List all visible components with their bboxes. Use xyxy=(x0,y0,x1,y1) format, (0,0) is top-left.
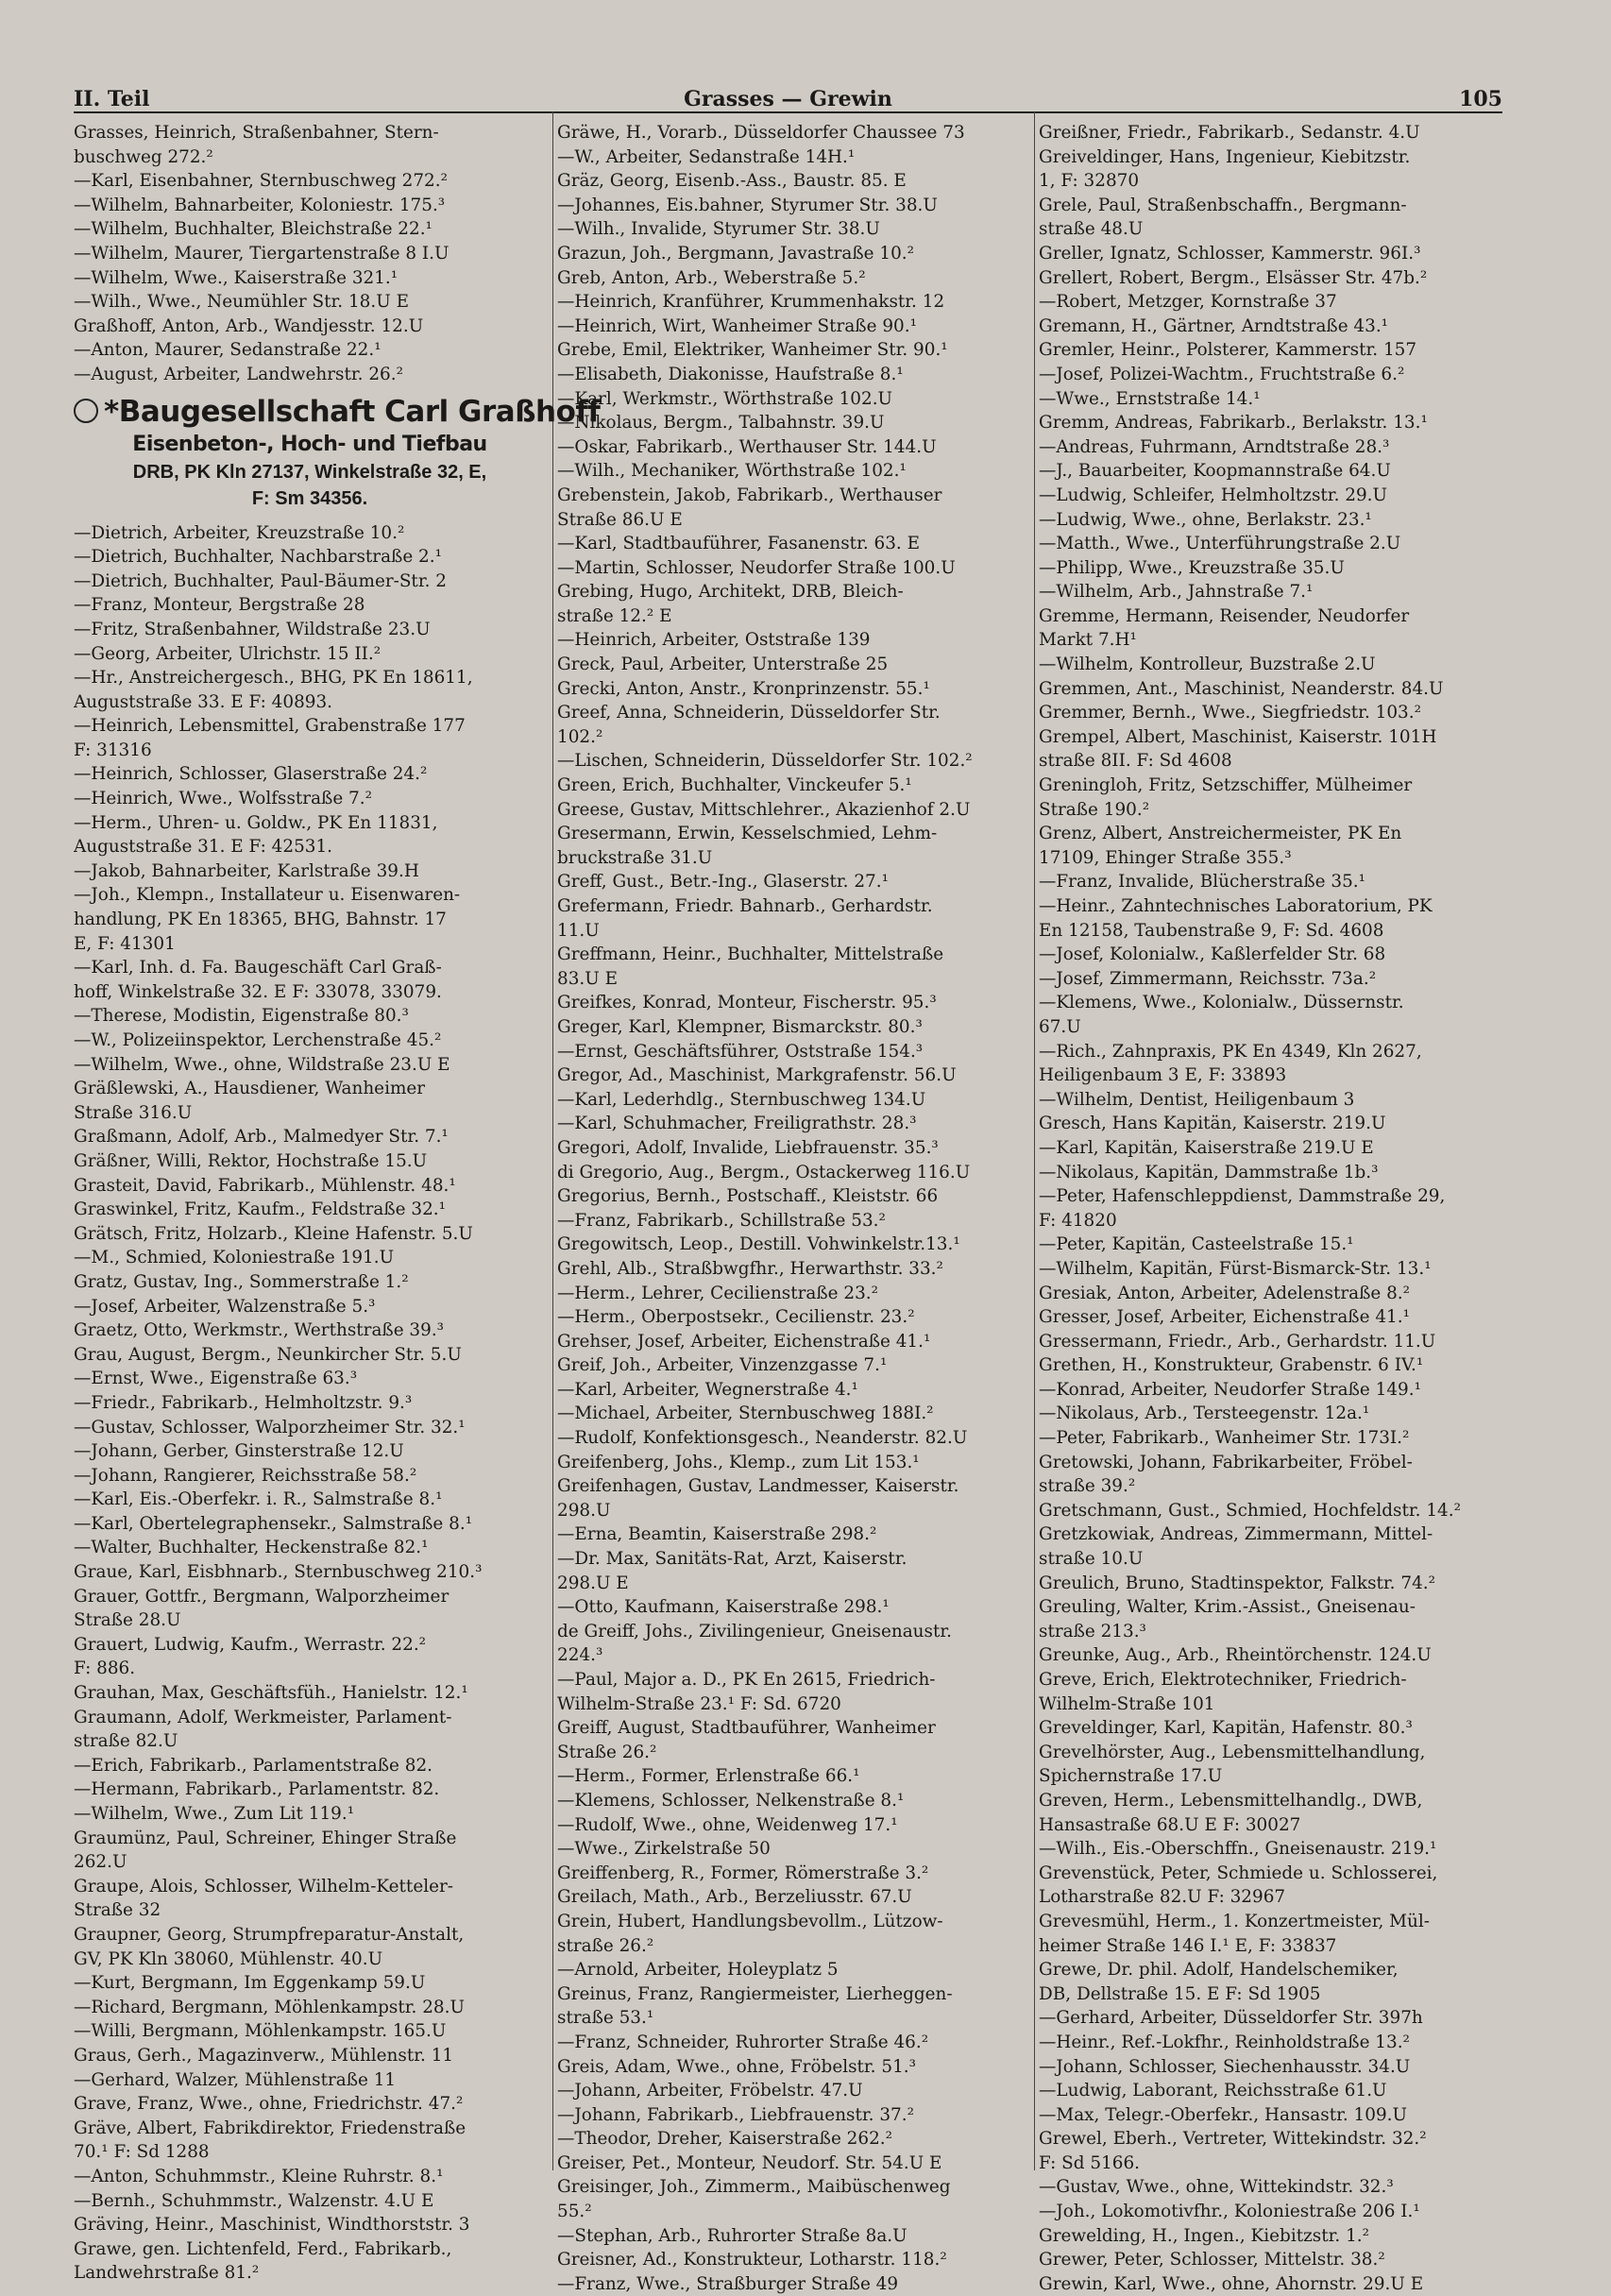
directory-entry: —Erich, Fabrikarb., Parlamentstraße 82. xyxy=(74,1755,433,1776)
directory-entry: Spichernstraße 17.U xyxy=(1039,1766,1223,1787)
directory-entry: Grefermann, Friedr. Bahnarb., Gerhardstr. xyxy=(557,896,933,916)
directory-entry: —Wilhelm, Buchhalter, Bleichstraße 22.¹ xyxy=(74,219,432,240)
directory-entry: —Ernst, Wwe., Eigenstraße 63.³ xyxy=(74,1369,358,1389)
directory-entry: Grenz, Albert, Anstreichermeister, PK En xyxy=(1039,824,1402,844)
directory-entry: Greese, Gustav, Mittschlehrer., Akazienhof 2.U xyxy=(557,799,971,820)
directory-entry: —Johann, Schlosser, Siechenhausstr. 34.U xyxy=(1039,2056,1411,2077)
directory-entry: —Andreas, Fuhrmann, Arndtstraße 28.³ xyxy=(1039,436,1390,457)
directory-entry: —Konrad, Arbeiter, Neudorfer Straße 149.¹ xyxy=(1039,1379,1421,1400)
directory-entry: —Matth., Wwe., Unterführungstraße 2.U xyxy=(1039,534,1401,554)
directory-entry: —Wilh., Wwe., Neumühler Str. 18.U E xyxy=(74,292,409,313)
directory-entry: di Gregorio, Aug., Bergm., Ostackerweg 116.U xyxy=(557,1162,971,1182)
directory-entry: Greunke, Aug., Arb., Rheintörchenstr. 124.U xyxy=(1039,1645,1432,1666)
directory-entry: —Karl, Kapitän, Kaiserstraße 219.U E xyxy=(1039,1137,1374,1158)
directory-entry: Gremann, H., Gärtner, Arndtstraße 43.¹ xyxy=(1039,315,1389,336)
directory-entry: —Johann, Rangierer, Reichsstraße 58.² xyxy=(74,1465,417,1486)
directory-entry: —M., Schmied, Koloniestraße 191.U xyxy=(74,1248,395,1268)
directory-entry: Greck, Paul, Arbeiter, Unterstraße 25 xyxy=(557,655,889,675)
directory-entry: —Karl, Eis.-Oberfekr. i. R., Salmstraße 8.¹ xyxy=(74,1489,443,1510)
directory-entry: —Dietrich, Arbeiter, Kreuzstraße 10.² xyxy=(74,522,405,543)
directory-entry: —Robert, Metzger, Kornstraße 37 xyxy=(1039,292,1337,313)
directory-entry: —Wilhelm, Kapitän, Fürst-Bismarck-Str. 13.¹ xyxy=(1039,1258,1432,1279)
ad-services: Eisenbeton-, Hoch- und Tiefbau xyxy=(132,432,487,456)
directory-entry: F: 886. xyxy=(74,1658,136,1679)
directory-entry: Greiff, August, Stadtbauführer, Wanheimer xyxy=(557,1718,936,1739)
directory-entry: 298.U E xyxy=(557,1573,629,1593)
directory-entry: —Josef, Kolonialw., Kaßlerfelder Str. 68 xyxy=(1039,944,1386,965)
directory-entry: Gregowitsch, Leop., Destill. Vohwinkelstr.13.¹ xyxy=(557,1234,960,1255)
directory-entry: Grebing, Hugo, Architekt, DRB, Bleich- xyxy=(557,582,904,603)
directory-entry: Gresermann, Erwin, Kesselschmied, Lehm- xyxy=(557,824,938,844)
directory-entry: —Nikolaus, Kapitän, Dammstraße 1b.³ xyxy=(1039,1162,1379,1182)
directory-entry: —Arnold, Arbeiter, Holeyplatz 5 xyxy=(557,1960,839,1981)
directory-entry: 55.² xyxy=(557,2202,592,2222)
directory-entry: Grauer, Gottfr., Bergmann, Walporzheimer xyxy=(74,1586,449,1607)
directory-entry: —Wilh., Eis.-Oberschffn., Gneisenaustr. 219.¹ xyxy=(1039,1839,1437,1860)
directory-entry: Graupe, Alois, Schlosser, Wilhelm-Ketteler- xyxy=(74,1876,453,1896)
directory-entry: Greffmann, Heinr., Buchhalter, Mittelstraße xyxy=(557,944,944,965)
directory-entry: straße 39.² xyxy=(1039,1476,1136,1497)
directory-entry: —Heinrich, Wwe., Wolfsstraße 7.² xyxy=(74,789,372,809)
directory-entry: Grewe, Dr. phil. Adolf, Handelschemiker, xyxy=(1039,1960,1399,1981)
directory-entry: Grau, August, Bergm., Neunkircher Str. 5.U xyxy=(74,1344,462,1365)
directory-entry: Grevelhörster, Aug., Lebensmittelhandlung, xyxy=(1039,1742,1426,1762)
directory-entry: —Kurt, Bergmann, Im Eggenkamp 59.U xyxy=(74,1973,426,1994)
directory-entry: —Josef, Arbeiter, Walzenstraße 5.³ xyxy=(74,1296,376,1317)
directory-entry: —Johannes, Eis.bahner, Styrumer Str. 38.U xyxy=(557,195,938,215)
directory-entry: —Herm., Uhren- u. Goldw., PK En 11831, xyxy=(74,812,438,833)
directory-entry: F: 31316 xyxy=(74,740,152,760)
directory-entry: straße 8II. F: Sd 4608 xyxy=(1039,751,1232,772)
directory-entry: Greinus, Franz, Rangiermeister, Lierheggen- xyxy=(557,1983,953,2004)
directory-entry: Greller, Ignatz, Schlosser, Kammerstr. 96I.³ xyxy=(1039,243,1421,264)
directory-entry: —August, Arbeiter, Landwehrstr. 26.² xyxy=(74,364,403,384)
directory-entry: Gregor, Ad., Maschinist, Markgrafenstr. 56.U xyxy=(557,1065,957,1086)
directory-entry: —Herm., Oberpostsekr., Cecilienstr. 23.² xyxy=(557,1307,915,1328)
directory-entry: Grewel, Eberh., Vertreter, Wittekindstr. 32.² xyxy=(1039,2129,1427,2150)
directory-entry: straße 12.² E xyxy=(557,605,672,626)
directory-entry: Greisinger, Joh., Zimmerm., Maibüschenweg xyxy=(557,2177,951,2198)
directory-entry: Gremme, Hermann, Reisender, Neudorfer xyxy=(1039,605,1410,626)
directory-entry: Greif, Joh., Arbeiter, Vinzenzgasse 7.¹ xyxy=(557,1355,888,1376)
directory-entry: —Wilhelm, Wwe., ohne, Wildstraße 23.U E xyxy=(74,1054,450,1075)
section-label: II. Teil xyxy=(74,87,150,111)
directory-entry: —Karl, Arbeiter, Wegnerstraße 4.¹ xyxy=(557,1379,858,1400)
directory-entry: —Anton, Maurer, Sedanstraße 22.¹ xyxy=(74,340,382,361)
directory-entry: —Franz, Schneider, Ruhrorter Straße 46.² xyxy=(557,2032,929,2052)
directory-entry: —Wilhelm, Maurer, Tiergartenstraße 8 I.U xyxy=(74,243,449,264)
directory-entry: —Wwe., Ernststraße 14.¹ xyxy=(1039,388,1261,409)
directory-entry: —Wilhelm, Dentist, Heiligenbaum 3 xyxy=(1039,1089,1355,1110)
directory-entry: 11.U xyxy=(557,920,600,941)
directory-entry: Graßhoff, Anton, Arb., Wandjesstr. 12.U xyxy=(74,315,424,336)
directory-entry: —Gerhard, Arbeiter, Düsseldorfer Str. 397h xyxy=(1039,2008,1423,2029)
directory-entry: —J., Bauarbeiter, Koopmannstraße 64.U xyxy=(1039,461,1391,482)
directory-entry: Grethen, H., Konstrukteur, Grabenstr. 6 IV.¹ xyxy=(1039,1355,1424,1376)
directory-entry: Grellert, Robert, Bergm., Elsässer Str. 47b.² xyxy=(1039,267,1428,288)
directory-entry: DB, Dellstraße 15. E F: Sd 1905 xyxy=(1039,1983,1321,2004)
directory-entry: —Stephan, Arb., Ruhrorter Straße 8a.U xyxy=(557,2225,907,2246)
directory-entry: Graetz, Otto, Werkmstr., Werthstraße 39.³ xyxy=(74,1320,445,1341)
directory-entry: Gregori, Adolf, Invalide, Liebfrauenstr. 35.³ xyxy=(557,1137,939,1158)
directory-entry: —Wilhelm, Kontrolleur, Buzstraße 2.U xyxy=(1039,655,1376,675)
directory-entry: Straße 316.U xyxy=(74,1102,193,1123)
directory-entry: Gremler, Heinr., Polsterer, Kammerstr. 157 xyxy=(1039,340,1417,361)
directory-entry: Greiveldinger, Hans, Ingenieur, Kiebitzstr. xyxy=(1039,146,1411,167)
directory-entry: —Therese, Modistin, Eigenstraße 80.³ xyxy=(74,1006,409,1027)
directory-entry: Gratz, Gustav, Ing., Sommerstraße 1.² xyxy=(74,1271,409,1292)
directory-entry: —Heinr., Ref.-Lokfhr., Reinholdstraße 13.² xyxy=(1039,2032,1410,2052)
directory-entry: hoff, Winkelstraße 32. E F: 33078, 33079. xyxy=(74,981,442,1002)
directory-entry: —Heinrich, Wirt, Wanheimer Straße 90.¹ xyxy=(557,315,917,336)
directory-entry: —Franz, Fabrikarb., Schillstraße 53.² xyxy=(557,1210,886,1231)
directory-entry: —Friedr., Fabrikarb., Helmholtzstr. 9.³ xyxy=(74,1392,413,1413)
directory-entry: Gregorius, Bernh., Postschaff., Kleiststr. 66 xyxy=(557,1186,939,1207)
directory-entry: —Hermann, Fabrikarb., Parlamentstr. 82. xyxy=(74,1779,440,1800)
directory-entry: —Heinr., Zahntechnisches Laboratorium, PK xyxy=(1039,896,1433,916)
directory-entry: Gretzkowiak, Andreas, Zimmermann, Mittel- xyxy=(1039,1524,1433,1545)
directory-entry: —Otto, Kaufmann, Kaiserstraße 298.¹ xyxy=(557,1597,890,1618)
directory-entry: Grein, Hubert, Handlungsbevollm., Lützow- xyxy=(557,1911,943,1931)
directory-entry: Grauert, Ludwig, Kaufm., Werrastr. 22.² xyxy=(74,1634,427,1655)
entry-list xyxy=(74,121,546,387)
directory-entry: —Heinrich, Schlosser, Glaserstraße 24.² xyxy=(74,764,428,785)
directory-entry: Greven, Herm., Lebensmittelhandlg., DWB, xyxy=(1039,1790,1423,1811)
directory-entry: —Wilh., Mechaniker, Wörthstraße 102.¹ xyxy=(557,461,907,482)
directory-entry: bruckstraße 31.U xyxy=(557,847,713,868)
directory-entry: —Erna, Beamtin, Kaiserstraße 298.² xyxy=(557,1524,877,1545)
column-3 xyxy=(1039,121,1511,2296)
directory-entry: Grewelding, H., Ingen., Kiebitzstr. 1.² xyxy=(1039,2225,1370,2246)
directory-entry: Wilhelm-Straße 23.¹ F: Sd. 6720 xyxy=(557,1693,841,1714)
directory-entry: handlung, PK En 18365, BHG, Bahnstr. 17 xyxy=(74,910,447,930)
directory-entry: —Karl, Stadtbauführer, Fasanenstr. 63. E xyxy=(557,534,921,554)
directory-entry: Greifenberg, Johs., Klemp., zum Lit 153.¹ xyxy=(557,1452,920,1472)
directory-entry: —Johann, Fabrikarb., Liebfrauenstr. 37.² xyxy=(557,2104,914,2125)
directory-entry: —Wilhelm, Bahnarbeiter, Koloniestr. 175.³ xyxy=(74,195,446,215)
directory-entry: —Bernh., Schuhmmstr., Walzenstr. 4.U E xyxy=(74,2190,434,2211)
directory-entry: —Martin, Schlosser, Neudorfer Straße 100.U xyxy=(557,557,956,578)
directory-entry: Greiser, Pet., Monteur, Neudorf. Str. 54.U E xyxy=(557,2152,942,2173)
directory-entry: straße 53.¹ xyxy=(557,2008,654,2029)
directory-entry: —Dietrich, Buchhalter, Nachbarstraße 2.¹ xyxy=(74,547,442,568)
directory-entry: —Ludwig, Schleifer, Helmholtzstr. 29.U xyxy=(1039,485,1388,505)
directory-entry: Gräwe, H., Vorarb., Düsseldorfer Chaussee 73 xyxy=(557,123,965,143)
directory-entry: —Lischen, Schneiderin, Düsseldorfer Str. 102.² xyxy=(557,751,973,772)
directory-entry: 70.¹ F: Sd 1288 xyxy=(74,2142,210,2163)
column-2 xyxy=(557,121,1029,2296)
directory-entry: En 12158, Taubenstraße 9, F: Sd. 4608 xyxy=(1039,920,1384,941)
directory-entry: Greilach, Math., Arb., Berzeliusstr. 67.U xyxy=(557,1887,912,1908)
directory-entry: —Wilhelm, Wwe., Zum Lit 119.¹ xyxy=(74,1804,355,1824)
directory-entry: Grasses, Heinrich, Straßenbahner, Stern- xyxy=(74,123,439,143)
directory-entry: de Greiff, Johs., Zivilingenieur, Gneisenaustr. xyxy=(557,1621,952,1641)
directory-entry: Gräve, Albert, Fabrikdirektor, Friedenstraße xyxy=(74,2117,466,2138)
directory-entry: Greisner, Ad., Konstrukteur, Lotharstr. 118.² xyxy=(557,2250,947,2270)
directory-entry: Straße 26.² xyxy=(557,1742,657,1762)
directory-entry: —Dr. Max, Sanitäts-Rat, Arzt, Kaiserstr. xyxy=(557,1549,907,1570)
directory-entry: Grele, Paul, Straßenbschaffn., Bergmann- xyxy=(1039,195,1407,215)
directory-entry: Gremmen, Ant., Maschinist, Neanderstr. 84.U xyxy=(1039,678,1444,699)
directory-entry: —Herm., Former, Erlenstraße 66.¹ xyxy=(557,1766,860,1787)
directory-entry: —Karl, Schuhmacher, Freiligrathstr. 28.³ xyxy=(557,1114,917,1134)
directory-entry: —Rich., Zahnpraxis, PK En 4349, Kln 2627, xyxy=(1039,1041,1422,1062)
directory-entry: Grave, Franz, Wwe., ohne, Friedrichstr. 47.² xyxy=(74,2094,464,2115)
directory-entry: straße 26.² xyxy=(557,1935,654,1956)
directory-entry: straße 10.U xyxy=(1039,1549,1144,1570)
directory-entry: Grätsch, Fritz, Holzarb., Kleine Hafenstr. 5.U xyxy=(74,1223,473,1244)
directory-entry: —Heinrich, Lebensmittel, Grabenstraße 177 xyxy=(74,716,466,737)
directory-entry: Markt 7.H¹ xyxy=(1039,630,1137,651)
directory-entry: —Gerhard, Walzer, Mühlenstraße 11 xyxy=(74,2069,397,2090)
directory-entry: —Karl, Obertelegraphensekr., Salmstraße 8.¹ xyxy=(74,1513,473,1534)
directory-entry: —Franz, Wwe., Straßburger Straße 49 xyxy=(557,2273,899,2294)
directory-entry: Grevenstück, Peter, Schmiede u. Schlosserei, xyxy=(1039,1862,1438,1883)
directory-entry: —Wilhelm, Wwe., Kaiserstraße 321.¹ xyxy=(74,267,399,288)
directory-entry: 262.U xyxy=(74,1852,127,1873)
directory-entry: —Joh., Lokomotivfhr., Koloniestraße 206 I.¹ xyxy=(1039,2202,1420,2222)
directory-entry: Gretschmann, Gust., Schmied, Hochfeldstr. 14.² xyxy=(1039,1500,1461,1521)
directory-entry: Greef, Anna, Schneiderin, Düsseldorfer Str. xyxy=(557,703,941,723)
directory-entry: —Oskar, Fabrikarb., Werthauser Str. 144.U xyxy=(557,436,937,457)
directory-entry: E, F: 41301 xyxy=(74,933,176,954)
directory-entry: —Wilh., Invalide, Styrumer Str. 38.U xyxy=(557,219,880,240)
directory-entry: Grasteit, David, Fabrikarb., Mühlenstr. 48.¹ xyxy=(74,1175,456,1196)
directory-entry: 224.³ xyxy=(557,1645,603,1666)
directory-entry: Straße 28.U xyxy=(74,1610,181,1631)
ad-company-name: *Baugesellschaft Carl Graßhoff xyxy=(104,394,601,429)
directory-entry: Lotharstraße 82.U F: 32967 xyxy=(1039,1887,1286,1908)
directory-entry: Grehser, Josef, Arbeiter, Eichenstraße 41.¹ xyxy=(557,1331,931,1352)
directory-entry: —Anton, Schuhmmstr., Kleine Ruhrstr. 8.¹ xyxy=(74,2166,444,2186)
directory-entry: Grempel, Albert, Maschinist, Kaiserstr. 101H xyxy=(1039,726,1437,747)
directory-entry: Graßmann, Adolf, Arb., Malmedyer Str. 7.¹ xyxy=(74,1127,449,1148)
directory-entry: —Josef, Polizei-Wachtm., Fruchtstraße 6.² xyxy=(1039,364,1405,384)
directory-entry: F: Sd 5166. xyxy=(1039,2152,1141,2173)
directory-entry: Gräving, Heinr., Maschinist, Windthorststr. 3 xyxy=(74,2215,470,2236)
directory-entry: Graue, Karl, Eisbhnarb., Sternbuschweg 210.³ xyxy=(74,1562,483,1583)
directory-entry: Straße 86.U E xyxy=(557,509,683,530)
directory-entry: —Joh., Klempn., Installateur u. Eisenwaren- xyxy=(74,885,461,906)
directory-entry: Greulich, Bruno, Stadtinspektor, Falkstr. 74.² xyxy=(1039,1573,1435,1593)
directory-entry: Grecki, Anton, Anstr., Kronprinzenstr. 55.¹ xyxy=(557,678,930,699)
directory-entry: —Gustav, Schlosser, Walporzheimer Str. 32.¹ xyxy=(74,1417,466,1437)
directory-entry: —Hr., Anstreichergesch., BHG, PK En 18611, xyxy=(74,668,473,689)
directory-entry: —Ludwig, Laborant, Reichsstraße 61.U xyxy=(1039,2081,1387,2101)
directory-entry: Greve, Erich, Elektrotechniker, Friedrich- xyxy=(1039,1670,1407,1690)
directory-entry: —Wilhelm, Arb., Jahnstraße 7.¹ xyxy=(1039,582,1314,603)
header-rule xyxy=(74,111,1502,113)
directory-entry: —Ernst, Geschäftsführer, Oststraße 154.³ xyxy=(557,1041,924,1062)
directory-entry: Gresiak, Anton, Arbeiter, Adelenstraße 8.² xyxy=(1039,1283,1411,1303)
directory-entry: 102.² xyxy=(557,726,603,747)
ad-contact: DRB, PK Kln 27137, Winkelstraße 32, E, xyxy=(132,461,487,483)
directory-entry: —Dietrich, Buchhalter, Paul-Bäumer-Str. 2 xyxy=(74,570,447,591)
directory-entry: Greveldinger, Karl, Kapitän, Hafenstr. 80.³ xyxy=(1039,1718,1413,1739)
directory-entry: straße 82.U xyxy=(74,1731,178,1752)
directory-entry: Greis, Adam, Wwe., ohne, Fröbelstr. 51.³ xyxy=(557,2056,916,2077)
directory-entry: —Klemens, Wwe., Kolonialw., Düssernstr. xyxy=(1039,993,1404,1013)
directory-entry: —Heinrich, Kranführer, Krummenhakstr. 12 xyxy=(557,292,945,313)
directory-entry: Heiligenbaum 3 E, F: 33893 xyxy=(1039,1065,1287,1086)
entry-list xyxy=(74,521,546,2286)
directory-entry: Graus, Gerh., Magazinverw., Mühlenstr. 11 xyxy=(74,2045,454,2066)
directory-entry: GV, PK Kln 38060, Mühlenstr. 40.U xyxy=(74,1948,383,1969)
directory-entry: Gremm, Andreas, Fabrikarb., Berlakstr. 13.¹ xyxy=(1039,413,1428,434)
directory-entry: —Richard, Bergmann, Möhlenkampstr. 28.U xyxy=(74,1997,465,2017)
directory-entry: —Nikolaus, Bergm., Talbahnstr. 39.U xyxy=(557,413,885,434)
directory-entry: 1, F: 32870 xyxy=(1039,171,1140,192)
directory-entry: Grauhan, Max, Geschäftsfüh., Hanielstr. 12.¹ xyxy=(74,1683,468,1704)
directory-entry: —Franz, Monteur, Bergstraße 28 xyxy=(74,595,365,616)
directory-entry: Straße 32 xyxy=(74,1900,161,1921)
directory-entry: Greißner, Friedr., Fabrikarb., Sedanstr. 4.U xyxy=(1039,123,1420,143)
directory-entry: —Fritz, Straßenbahner, Wildstraße 23.U xyxy=(74,619,431,639)
directory-entry: Green, Erich, Buchhalter, Vinckeufer 5.¹ xyxy=(557,775,912,796)
directory-entry: Auguststraße 31. E F: 42531. xyxy=(74,837,333,858)
directory-entry: —Gustav, Wwe., ohne, Wittekindstr. 32.³ xyxy=(1039,2177,1394,2198)
directory-entry: —Wwe., Zirkelstraße 50 xyxy=(557,1839,771,1860)
directory-entry: Greifenhagen, Gustav, Landmesser, Kaiserstr. xyxy=(557,1476,959,1497)
directory-entry: —Karl, Eisenbahner, Sternbuschweg 272.² xyxy=(74,171,448,192)
directory-entry: —Peter, Fabrikarb., Wanheimer Str. 173I.² xyxy=(1039,1428,1410,1449)
directory-entry: —Georg, Arbeiter, Ulrichstr. 15 II.² xyxy=(74,643,382,664)
directory-entry: Gressermann, Friedr., Arb., Gerhardstr. 11.U xyxy=(1039,1331,1436,1352)
directory-entry: 83.U E xyxy=(557,968,619,989)
directory-entry: —Josef, Zimmermann, Reichsstr. 73a.² xyxy=(1039,968,1377,989)
directory-entry: Grawe, gen. Lichtenfeld, Ferd., Fabrikarb., xyxy=(74,2238,452,2259)
directory-entry: Graswinkel, Fritz, Kaufm., Feldstraße 32.¹ xyxy=(74,1199,446,1220)
directory-entry: Gräz, Georg, Eisenb.-Ass., Baustr. 85. E xyxy=(557,171,907,192)
directory-entry: heimer Straße 146 I.¹ E, F: 33837 xyxy=(1039,1935,1337,1956)
directory-entry: —Peter, Kapitän, Casteelstraße 15.¹ xyxy=(1039,1234,1354,1255)
directory-entry: —Theodor, Dreher, Kaiserstraße 262.² xyxy=(557,2129,892,2150)
directory-entry: —Elisabeth, Diakonisse, Haufstraße 8.¹ xyxy=(557,364,904,384)
column-divider-2 xyxy=(1034,111,1035,2170)
directory-entry: Gräßner, Willi, Rektor, Hochstraße 15.U xyxy=(74,1150,428,1171)
directory-entry: 17109, Ehinger Straße 355.³ xyxy=(1039,847,1292,868)
directory-entry: —Franz, Invalide, Blücherstraße 35.¹ xyxy=(1039,872,1365,893)
directory-entry: —W., Polizeiinspektor, Lerchenstraße 45.² xyxy=(74,1030,442,1050)
directory-entry: —Johann, Gerber, Ginsterstraße 12.U xyxy=(74,1441,404,1462)
directory-entry: Gresser, Josef, Arbeiter, Eichenstraße 41.¹ xyxy=(1039,1307,1410,1328)
directory-entry: Gremmer, Bernh., Wwe., Siegfriedstr. 103.² xyxy=(1039,703,1421,723)
directory-entry: —Max, Telegr.-Oberfekr., Hansastr. 109.U xyxy=(1039,2104,1407,2125)
advertisement-box xyxy=(74,387,601,521)
directory-entry: 298.U xyxy=(557,1500,611,1521)
directory-entry: Greiffenberg, R., Former, Römerstraße 3.² xyxy=(557,1862,929,1883)
page-number: 105 xyxy=(1459,87,1502,111)
directory-entry: Hansastraße 68.U E F: 30027 xyxy=(1039,1814,1301,1835)
directory-entry: —W., Arbeiter, Sedanstraße 14H.¹ xyxy=(557,146,856,167)
directory-entry: —Jakob, Bahnarbeiter, Karlstraße 39.H xyxy=(74,860,419,881)
directory-entry: Greifkes, Konrad, Monteur, Fischerstr. 95.³ xyxy=(557,993,937,1013)
directory-entry: Greningloh, Fritz, Setzschiffer, Mülheimer xyxy=(1039,775,1413,796)
directory-entry: —Walter, Buchhalter, Heckenstraße 82.¹ xyxy=(74,1538,429,1558)
directory-entry: —Rudolf, Wwe., ohne, Weidenweg 17.¹ xyxy=(557,1814,898,1835)
directory-entry: —Klemens, Schlosser, Nelkenstraße 8.¹ xyxy=(557,1790,905,1811)
directory-entry: —Ludwig, Wwe., ohne, Berlakstr. 23.¹ xyxy=(1039,509,1372,530)
directory-entry: —Philipp, Wwe., Kreuzstraße 35.U xyxy=(1039,557,1345,578)
directory-entry: —Heinrich, Arbeiter, Oststraße 139 xyxy=(557,630,871,651)
directory-entry: buschweg 272.² xyxy=(74,146,213,167)
directory-entry: Straße 190.² xyxy=(1039,799,1150,820)
directory-entry: Greff, Gust., Betr.-Ing., Glaserstr. 27.¹ xyxy=(557,872,889,893)
directory-entry: Grehl, Alb., Straßbwgfhr., Herwarthstr. 33.² xyxy=(557,1258,943,1279)
directory-entry: F: 41820 xyxy=(1039,1210,1117,1231)
directory-entry: Graumünz, Paul, Schreiner, Ehinger Straße xyxy=(74,1828,457,1848)
directory-entry: Graupner, Georg, Strumpfreparatur-Anstalt, xyxy=(74,1924,465,1945)
directory-entry: Wilhelm-Straße 101 xyxy=(1039,1693,1215,1714)
directory-entry: Grewer, Peter, Schlosser, Mittelstr. 38.² xyxy=(1039,2250,1385,2270)
directory-entry: Grewin, Karl, Wwe., ohne, Ahornstr. 29.U E xyxy=(1039,2273,1424,2294)
directory-entry: —Peter, Hafenschleppdienst, Dammstraße 29, xyxy=(1039,1186,1446,1207)
directory-entry: —Karl, Werkmstr., Wörthstraße 102.U xyxy=(557,388,893,409)
directory-entry: Greb, Anton, Arb., Weberstraße 5.² xyxy=(557,267,866,288)
directory-entry: —Nikolaus, Arb., Tersteegenstr. 12a.¹ xyxy=(1039,1403,1370,1424)
directory-entry: Gretowski, Johann, Fabrikarbeiter, Fröbel- xyxy=(1039,1452,1413,1472)
ad-phone: F: Sm 34356. xyxy=(251,487,368,509)
directory-entry: 67.U xyxy=(1039,1016,1081,1037)
directory-entry: —Herm., Lehrer, Cecilienstraße 23.² xyxy=(557,1283,879,1303)
directory-entry: Greger, Karl, Klempner, Bismarckstr. 80.³ xyxy=(557,1016,923,1037)
directory-entry: —Johann, Arbeiter, Fröbelstr. 47.U xyxy=(557,2081,863,2101)
directory-entry: Auguststraße 33. E F: 40893. xyxy=(74,691,333,712)
directory-entry: —Paul, Major a. D., PK En 2615, Friedrich- xyxy=(557,1670,936,1690)
directory-entry: Gresch, Hans Kapitän, Kaiserstr. 219.U xyxy=(1039,1114,1386,1134)
directory-entry: Greuling, Walter, Krim.-Assist., Gneisenau- xyxy=(1039,1597,1416,1618)
directory-entry: Landwehrstraße 81.² xyxy=(74,2263,260,2284)
directory-entry: straße 213.³ xyxy=(1039,1621,1146,1641)
directory-entry: Gräßlewski, A., Hausdiener, Wanheimer xyxy=(74,1079,426,1099)
directory-entry: —Karl, Inh. d. Fa. Baugeschäft Carl Graß- xyxy=(74,958,442,978)
directory-entry: Grevesmühl, Herm., 1. Konzertmeister, Mül- xyxy=(1039,1911,1430,1931)
directory-entry: Grebe, Emil, Elektriker, Wanheimer Str. 90.¹ xyxy=(557,340,948,361)
directory-entry: straße 48.U xyxy=(1039,219,1144,240)
directory-entry: Graumann, Adolf, Werkmeister, Parlament- xyxy=(74,1707,452,1727)
directory-entry: —Rudolf, Konfektionsgesch., Neanderstr. 82.U xyxy=(557,1428,968,1449)
directory-entry: Grazun, Joh., Bergmann, Javastraße 10.² xyxy=(557,243,914,264)
directory-entry: Grebenstein, Jakob, Fabrikarb., Werthauser xyxy=(557,485,942,505)
directory-entry: —Michael, Arbeiter, Sternbuschweg 188I.² xyxy=(557,1403,934,1424)
company-logo-icon xyxy=(74,399,98,423)
name-range: Grasses — Grewin xyxy=(684,87,892,111)
directory-entry: —Willi, Bergmann, Möhlenkampstr. 165.U xyxy=(74,2021,447,2042)
directory-entry: —Karl, Lederhdlg., Sternbuschweg 134.U xyxy=(557,1089,926,1110)
